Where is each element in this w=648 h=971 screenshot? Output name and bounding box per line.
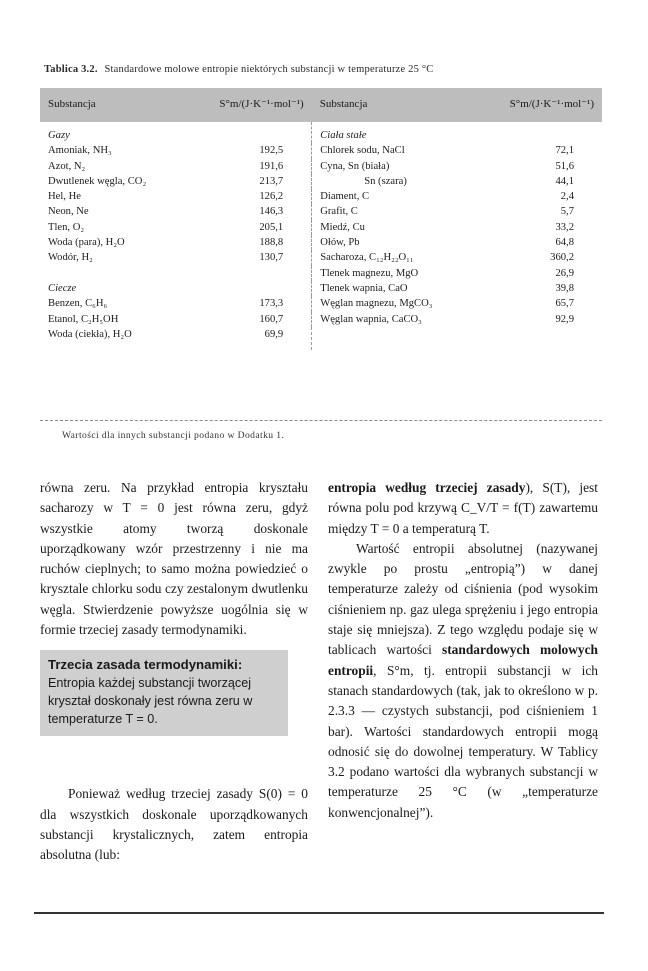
substance-name: Diament, C <box>320 191 370 203</box>
entropy-value: 5,7 <box>560 206 574 218</box>
table-caption-text: Standardowe molowe entropie niektórych substancji w temperaturze 25 °C <box>104 64 434 75</box>
table-row <box>40 143 602 158</box>
entropy-table <box>40 88 602 350</box>
right-paragraph-1 <box>328 478 598 539</box>
entropy-value: 26,9 <box>555 267 574 279</box>
category-label: Ciała stałe <box>320 130 367 141</box>
left-paragraph-1: równa zeru. Na przykład entropia kryształu sacharozy w T = 0 jest równa zeru, gdyż wszystkie atomy tworzą doskonale uporządkowany wzór przestrzenny i nie ma ruchów cieplnych; to samo można powiedzieć o krysztale chlorku sodu czy zestalonym dwutlenku węgla. Stwierdzenie powyższe uogólnia się w formie trzeciej zasady termodynamiki. <box>40 480 308 638</box>
table-row <box>40 159 602 174</box>
substance-name: Amoniak, NH₃ <box>48 145 112 157</box>
substance-name: Węglan magnezu, MgCO₃ <box>320 298 433 310</box>
entropy-value: 64,8 <box>555 237 574 249</box>
right-paragraph-2-bold: standardowych molowych entropii <box>328 642 598 678</box>
table-footnote: Wartości dla innych substancji podano w Dodatku 1. <box>62 430 285 441</box>
table-row <box>40 266 602 281</box>
table-bottom-rule <box>40 420 602 421</box>
substance-name: Azot, N₂ <box>48 160 86 172</box>
right-paragraph-2-a: Wartość entropii absolutnej (nazywanej zwykle po prostu „entropią”) w danej temperaturze zależy od ciśnienia (pod wysokim ciśnieniem np. gaz ulega sprężeniu i jego entropia staje się mniejsza). Z tego względu podaje się w tablicach wartości <box>328 540 598 658</box>
table-body <box>40 122 602 350</box>
substance-name: Tlenek magnezu, MgO <box>320 267 419 279</box>
entropy-value: 126,2 <box>185 189 312 204</box>
entropy-value: 213,7 <box>185 174 312 189</box>
right-paragraph-1-bold: entropia według trzeciej zasady <box>328 480 526 495</box>
empty-cell <box>185 266 312 281</box>
third-law-box <box>40 650 288 736</box>
right-text-column <box>328 478 598 823</box>
table-row <box>40 220 602 235</box>
header-substance-left: Substancja <box>40 88 185 122</box>
entropy-value: 44,1 <box>555 175 574 187</box>
substance-name: Dwutlenek węgla, CO₂ <box>48 175 147 187</box>
table-header-row <box>40 88 602 122</box>
substance-name: Neon, Ne <box>48 206 89 218</box>
substance-name: Tlen, O₂ <box>48 221 85 233</box>
table-row <box>40 122 602 143</box>
table-row <box>40 281 602 296</box>
substance-name: Sn (szara) <box>364 175 407 187</box>
category-label: Ciecze <box>48 282 77 294</box>
substance-name: Cyna, Sn (biała) <box>320 160 390 172</box>
entropy-value: 173,3 <box>185 296 312 311</box>
page-bottom-rule <box>34 912 604 914</box>
substance-name: Tlenek wapnia, CaO <box>320 282 408 294</box>
substance-name: Hel, He <box>48 191 81 203</box>
entropy-value: 69,9 <box>185 327 312 350</box>
substance-name: Etanol, C₂H₅OH <box>48 313 119 325</box>
entropy-value: 51,6 <box>555 160 574 172</box>
entropy-value: 65,7 <box>555 298 574 310</box>
entropy-value: 92,9 <box>555 313 574 325</box>
table-row <box>40 250 602 265</box>
table-caption-label: Tablica 3.2. <box>44 64 98 75</box>
entropy-value: 72,1 <box>555 145 574 157</box>
left-paragraph-2: Ponieważ według trzeciej zasady S(0) = 0 dla wszystkich doskonale uporządkowanych substancji krystalicznych, zatem entropia absolutna (lub: <box>40 786 308 863</box>
substance-name: Woda (para), H₂O <box>48 237 125 249</box>
table-row <box>40 327 602 350</box>
entropy-value: 160,7 <box>185 312 312 327</box>
right-paragraph-1-rest: ), S(T), jest równa polu pod krzywą C_V/T = f(T) zawartemu między T = 0 a temperaturą T. <box>328 480 598 536</box>
table-row <box>40 189 602 204</box>
entropy-value: 146,3 <box>185 204 312 219</box>
entropy-value: 39,8 <box>555 282 574 294</box>
empty-cell <box>312 327 475 350</box>
entropy-value: 33,2 <box>555 221 574 233</box>
substance-name: Grafit, C <box>320 206 358 218</box>
right-paragraph-2-b: , S°m, tj. entropii substancji w ich stanach standardowych (tak, jak to określono w p. 2.3.3 — czystych substancji, pod ciśnieniem 1 bar). Wartości standardowych entropii mogą odnosić się do dowolnej temperatury. W Tablicy 3.2 podano wartości dla wybranych substancji w temperaturze 25 °C (w „temperaturze konwencjonalnej”). <box>328 662 598 820</box>
table-row <box>40 312 602 327</box>
entropy-value: 188,8 <box>185 235 312 250</box>
entropy-value: 205,1 <box>185 220 312 235</box>
empty-cell <box>475 122 602 143</box>
left-text-column <box>40 478 308 866</box>
entropy-value: 360,2 <box>550 252 574 264</box>
empty-cell <box>185 122 312 143</box>
table-row <box>40 204 602 219</box>
table-row <box>40 174 602 189</box>
table-caption <box>44 64 604 75</box>
substance-name: Ołów, Pb <box>320 237 360 249</box>
entropy-value: 191,6 <box>185 159 312 174</box>
third-law-title: Trzecia zasada termodynamiki: <box>48 657 243 673</box>
table-row <box>40 296 602 311</box>
substance-name: Sacharoza, C₁₂H₂₂O₁₁ <box>320 252 414 264</box>
substance-name: Węglan wapnia, CaCO₃ <box>320 313 422 325</box>
table-row <box>40 235 602 250</box>
entropy-value: 2,4 <box>560 191 574 203</box>
empty-cell <box>40 266 185 281</box>
substance-name: Chlorek sodu, NaCl <box>320 145 405 157</box>
right-paragraph-2 <box>328 539 598 823</box>
header-value-right: S°m/(J·K⁻¹·mol⁻¹) <box>475 88 602 122</box>
entropy-value: 130,7 <box>185 250 312 265</box>
substance-name: Wodór, H₂ <box>48 252 93 264</box>
empty-cell <box>475 327 602 350</box>
header-value-left: S°m/(J·K⁻¹·mol⁻¹) <box>185 88 312 122</box>
entropy-value: 192,5 <box>185 143 312 158</box>
substance-name: Miedź, Cu <box>320 221 365 233</box>
header-substance-right: Substancja <box>312 88 475 122</box>
substance-name: Woda (ciekła), H₂O <box>48 328 132 340</box>
category-label: Gazy <box>48 130 70 141</box>
third-law-text: Entropia każdej substancji tworzącej kryształ doskonały jest równa zeru w temperaturze T = 0. <box>48 676 253 727</box>
substance-name: Benzen, C₆H₆ <box>48 298 108 310</box>
empty-cell <box>185 281 312 296</box>
